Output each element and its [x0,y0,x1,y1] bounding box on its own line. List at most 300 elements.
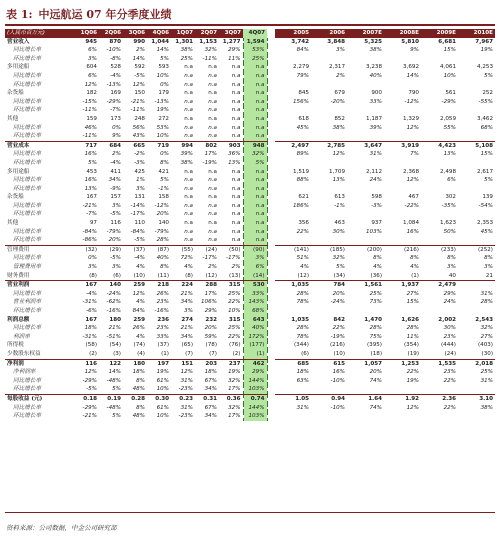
year-cell: 78% [296,333,309,340]
quarter-cell: -12% [154,202,169,209]
quarter-cell: (12) [205,272,217,279]
year-cell [311,106,347,115]
year-cell [347,106,384,115]
quarter-cell: 34% [204,413,217,420]
quarter-cell: -11% [82,133,97,140]
quarter-cell: n.a [184,64,193,71]
year-cell: (12) [297,272,309,279]
table-row [5,341,495,350]
year-cell: 73% [369,299,382,306]
year-cell: 5,108 [458,141,495,150]
year-cell: 2,018 [458,359,495,368]
table-row [5,254,495,263]
unit-header: (人民币百万元) [5,29,75,38]
quarter-cell: 21% [180,290,193,297]
year-cell [384,185,421,194]
quarter-cell: 116 [110,220,121,227]
year-cell: 5,810 [401,38,419,45]
year-cell: (185) [311,245,347,254]
year-cell: 790 [408,90,419,97]
quarter-cell: -29% [82,377,97,384]
year-cell [458,159,495,168]
year-cell: 31% [480,377,493,384]
year-cell: 32% [332,255,345,262]
quarter-cell: 180 [109,316,121,323]
quarter-cell: 5% [88,159,97,166]
year-cell: 45% [480,228,493,235]
quarter-cell: 994 [171,141,195,150]
spacer [267,263,275,272]
table-row [5,124,495,133]
year-cell: 51% [296,255,309,262]
spacer [267,185,275,194]
quarter-cell: n.a [208,124,217,131]
quarter-cell: (2) [232,350,241,357]
quarter-cell: 0.23 [171,394,195,403]
quarter-cell: n.a [184,194,193,201]
year-cell [458,210,495,219]
row-label: 同比增长率 [13,177,41,184]
table-row [5,350,495,359]
quarter-cell: -1% [158,185,169,192]
year-cell [347,385,384,394]
year-cell: 6% [447,177,456,184]
year-cell: 1,057 [347,359,384,368]
spacer [267,404,275,413]
year-cell [347,307,384,316]
year-cell [311,307,347,316]
year-cell: 2,617 [476,168,493,175]
year-cell: 900 [371,90,382,97]
quarter-cell: -17% [130,211,145,218]
row-label: 环比增长率 [13,413,41,420]
year-cell [347,185,384,194]
year-cell: 32% [480,325,493,332]
year-cell: (30) [481,350,493,357]
year-cell: 12% [406,124,419,131]
year-cell [275,159,311,168]
quarter-cell: (58) [85,342,97,349]
year-cell [458,307,495,316]
quarter-cell: 32% [228,377,241,384]
year-cell: -1% [334,202,345,209]
row-label: 营业利润率 [13,299,41,306]
year-cell: 10% [443,72,456,79]
quarter-cell: n.a [184,124,193,131]
year-cell: (403) [477,342,493,349]
row-label: 环比增长率 [13,237,41,244]
row-label: 环比增长率 [13,211,41,218]
year-cell: 15% [480,151,493,158]
quarter-cell: n.a [231,107,241,114]
year-cell: 74% [369,404,382,411]
year-cell: 2.36 [421,394,458,403]
year-cell: 3,647 [347,141,384,150]
quarter-cell: n.a [184,81,193,88]
year-cell [421,159,458,168]
quarter-cell: n.a [243,185,267,194]
spacer [267,377,275,386]
year-cell [275,307,311,316]
row-label: 营业利润 [5,281,75,290]
quarter-cell: 592 [134,64,145,71]
quarter-cell: 18% [204,369,217,376]
table-row [5,281,495,290]
quarter-cell: 29% [204,308,217,314]
year-cell: 25% [480,369,493,376]
quarter-cell: 20% [156,211,169,218]
row-label: 营业成本 [5,141,75,150]
quarter-cell: -24% [106,290,121,297]
quarter-cell: 17% [204,290,217,297]
table-row [5,236,495,245]
quarter-cell: 25% [180,55,193,62]
quarter-cell: 259 [123,281,147,290]
year-cell [311,385,347,394]
row-label: 利润总额 [7,316,30,323]
year-cell: (444) [440,342,456,349]
quarter-cell: -5% [110,211,121,218]
quarter-cell: 28% [156,237,169,244]
year-cell: 3,919 [384,141,421,150]
quarter-cell: n.a [243,132,267,141]
quarter-cell: 34% [180,299,193,306]
year-cell: 5,325 [364,38,382,45]
quarter-header: 3Q06 [123,29,147,38]
quarter-cell: 10% [156,413,169,420]
year-cell: 2,543 [475,316,493,323]
year-cell: -19% [330,333,345,340]
spacer [267,72,275,81]
quarter-cell: 3% [112,202,121,209]
quarter-header: 2Q07 [195,29,219,38]
year-cell: 12% [406,404,419,411]
table-row [5,106,495,115]
year-cell: (344) [293,342,309,349]
quarter-cell: 33% [243,290,267,299]
quarter-cell: 0.28 [123,394,147,403]
quarter-cell: 61% [156,404,169,411]
year-cell: 679 [334,90,345,97]
quarter-cell: n.a [231,98,241,105]
quarter-cell: 232 [205,316,217,323]
spacer [267,219,275,228]
year-cell: -24% [330,299,345,306]
year-cell: 845 [298,90,309,97]
quarter-cell: -21% [82,202,97,209]
spacer [267,412,275,421]
quarter-cell: 3% [112,264,121,271]
table-row [5,263,495,272]
quarter-cell: 315 [228,316,241,323]
table-row [5,307,495,316]
quarter-cell: 18% [84,325,97,332]
quarter-cell: n.a [243,219,267,228]
year-cell [421,55,458,64]
year-cell: (19) [407,350,419,357]
table-row [5,193,495,202]
year-cell: 1,329 [402,115,419,122]
year-cell: 1,084 [402,220,419,227]
quarter-cell: n.a [231,133,241,140]
year-cell: (34) [333,272,345,279]
quarter-cell: -8% [110,55,121,62]
quarter-cell: n.a [184,211,193,218]
year-cell: 1.92 [384,394,421,403]
quarter-header: 4Q07 [243,29,267,38]
row-label: 所得税 [7,342,24,349]
quarter-cell: 46% [84,124,97,131]
quarter-cell: n.a [243,124,267,133]
quarter-cell: n.a [243,106,267,115]
quarter-cell: n.a [243,210,267,219]
year-cell: 28% [296,290,309,297]
year-cell [384,159,421,168]
year-cell: 2,059 [439,115,456,122]
quarter-cell: -5% [134,72,145,79]
year-cell: 937 [371,220,382,227]
quarter-cell: n.a [208,115,217,122]
year-cell [384,307,421,316]
quarter-cell: 528 [110,64,121,71]
year-cell: 4% [410,264,419,271]
quarter-cell: 12% [84,369,97,376]
quarter-cell: n.a [184,115,193,122]
quarter-cell: 4% [184,264,193,271]
year-cell: -20% [330,98,345,105]
year-cell: 40% [369,72,382,79]
quarter-cell: 4% [136,333,145,340]
year-cell [458,385,495,394]
year-cell [275,185,311,194]
quarter-cell: (11) [157,272,169,279]
year-cell: -10% [330,377,345,384]
quarter-cell: (54) [109,342,121,349]
quarter-cell: 32% [228,404,241,411]
quarter-cell: 17% [228,386,241,393]
quarter-cell: 593 [158,64,169,71]
quarter-cell: n.a [184,202,193,209]
quarter-cell: 23% [156,299,169,306]
spacer [267,368,275,377]
quarter-header: 4Q06 [147,29,171,38]
spacer [267,272,275,281]
year-cell: 1,470 [364,316,382,323]
quarter-cell: 140 [99,281,123,290]
table-row [5,316,495,325]
year-cell: 2,368 [402,168,419,175]
quarter-cell: 1,277 [222,38,241,45]
row-label: 同比增长率 [13,151,41,158]
quarter-cell: n.a [208,202,217,209]
row-label: 其他 [7,115,19,122]
year-cell: 74% [369,377,382,384]
year-cell: 4,423 [421,141,458,150]
year-cell: 561 [445,90,456,97]
quarter-cell: 0.19 [99,394,123,403]
spacer [267,307,275,316]
quarter-cell: 13% [84,185,97,192]
quarter-cell: -5% [134,237,145,244]
year-cell: 23% [443,369,456,376]
year-cell: -29% [441,98,456,105]
year-cell: 25% [369,290,382,297]
year-cell: -55% [478,98,493,105]
year-cell: 685 [275,359,311,368]
quarter-cell: 1,594 [243,38,267,47]
quarter-cell: 0.31 [195,394,219,403]
quarter-cell: 272 [158,115,169,122]
quarter-cell: 34% [180,333,193,340]
quarter-cell: (4) [137,350,145,357]
year-cell [275,210,311,219]
table-row [5,141,495,150]
year-cell: -12% [404,98,419,105]
table-row [5,46,495,55]
year-cell: 1,535 [421,359,458,368]
row-label: 环比增长率 [13,55,41,62]
quarter-cell: -16% [106,308,121,314]
row-label: 利润率 [13,333,30,340]
year-cell: 45% [296,124,309,131]
quarter-cell: 10% [156,386,169,393]
table-row [5,89,495,98]
year-cell: 40 [448,272,456,279]
quarter-cell: n.a [184,98,193,105]
quarter-cell: 61% [156,377,169,384]
quarter-cell: (7) [209,350,217,357]
quarter-cell: (37) [123,245,147,254]
year-cell [421,81,458,90]
quarter-cell: -48% [106,404,121,411]
table-row [5,132,495,141]
quarter-cell: 10% [156,133,169,140]
quarter-cell: 259 [133,316,145,323]
quarter-cell: -13% [154,98,169,105]
table-row [5,150,495,159]
quarter-cell: n.a [243,115,267,124]
spacer [267,350,275,359]
quarter-cell: (90) [243,245,267,254]
year-cell: 30% [443,325,456,332]
year-cell: 613 [334,194,345,201]
quarter-cell: 48% [132,386,145,393]
quarter-cell: n.a [231,220,241,227]
quarter-cell: 150 [134,90,145,97]
quarter-cell: (32) [75,245,99,254]
year-cell: 22% [406,369,419,376]
year-header: 2009E [421,29,458,38]
table-row [5,81,495,90]
spacer [267,168,275,177]
row-label: 杂货船 [7,194,24,201]
spacer [267,385,275,394]
year-cell: 1,035 [291,316,309,323]
year-cell: 3.10 [458,394,495,403]
year-cell [421,132,458,141]
year-cell: 842 [333,316,345,323]
year-cell: 1,035 [275,281,311,290]
spacer [267,202,275,211]
year-cell: 20% [332,290,345,297]
quarter-cell: 0.30 [147,394,171,403]
year-cell: 8% [373,255,382,262]
quarter-cell: 3% [88,55,97,62]
year-cell: (18) [370,350,382,357]
quarter-cell: 218 [147,281,171,290]
spacer [267,55,275,64]
year-cell: 39% [369,124,382,131]
quarter-cell: 131 [134,194,145,201]
row-label: 其他 [7,220,19,227]
quarter-cell: 169 [110,90,121,97]
spacer [267,38,275,47]
row-label: 同比增长率 [13,124,41,131]
year-cell: 1,709 [328,168,345,175]
spacer [267,29,275,38]
quarter-cell: 3% [88,264,97,271]
quarter-cell: 1,153 [199,38,217,45]
quarter-cell: -84% [82,228,97,235]
quarter-cell: 237 [219,359,243,368]
quarter-cell: 110 [134,220,145,227]
quarter-cell: n.a [208,72,217,79]
year-cell: 784 [311,281,347,290]
year-cell [311,81,347,90]
table-row [5,394,495,403]
year-cell [311,412,347,421]
table-row [5,298,495,307]
quarter-cell: 25% [243,55,267,64]
table-row [5,377,495,386]
year-cell: 463 [334,220,345,227]
quarter-cell: 719 [147,141,171,150]
year-cell: 19% [406,377,419,384]
quarter-cell: 0.18 [75,394,99,403]
year-cell: 1,626 [401,316,419,323]
spacer [267,394,275,403]
year-cell [421,236,458,245]
quarter-cell: 97 [89,220,97,227]
year-cell: 6,681 [438,38,456,45]
quarter-cell: n.a [231,177,241,184]
quarter-cell: 40% [243,324,267,333]
quarter-cell: (8) [185,272,193,279]
year-cell: 1,519 [292,168,309,175]
year-cell [384,236,421,245]
row-label: 环比增长率 [13,185,41,192]
year-cell: 3% [447,264,456,271]
quarter-cell: 684 [99,141,123,150]
year-cell [347,210,384,219]
quarter-cell: 72% [180,255,193,262]
year-cell: 79% [296,72,309,79]
year-cell [384,412,421,421]
table-row [5,185,495,194]
table-row [5,404,495,413]
year-cell [458,412,495,421]
quarter-cell: 18% [132,369,145,376]
quarter-cell: (177) [243,341,267,350]
year-cell: 618 [298,115,309,122]
quarter-cell: 159 [86,115,97,122]
header-row [5,29,495,38]
quarter-cell: 158 [158,194,169,201]
quarter-cell: n.a [243,228,267,237]
quarter-cell: 14% [132,55,145,62]
spacer [267,341,275,350]
quarter-cell: -48% [106,377,121,384]
